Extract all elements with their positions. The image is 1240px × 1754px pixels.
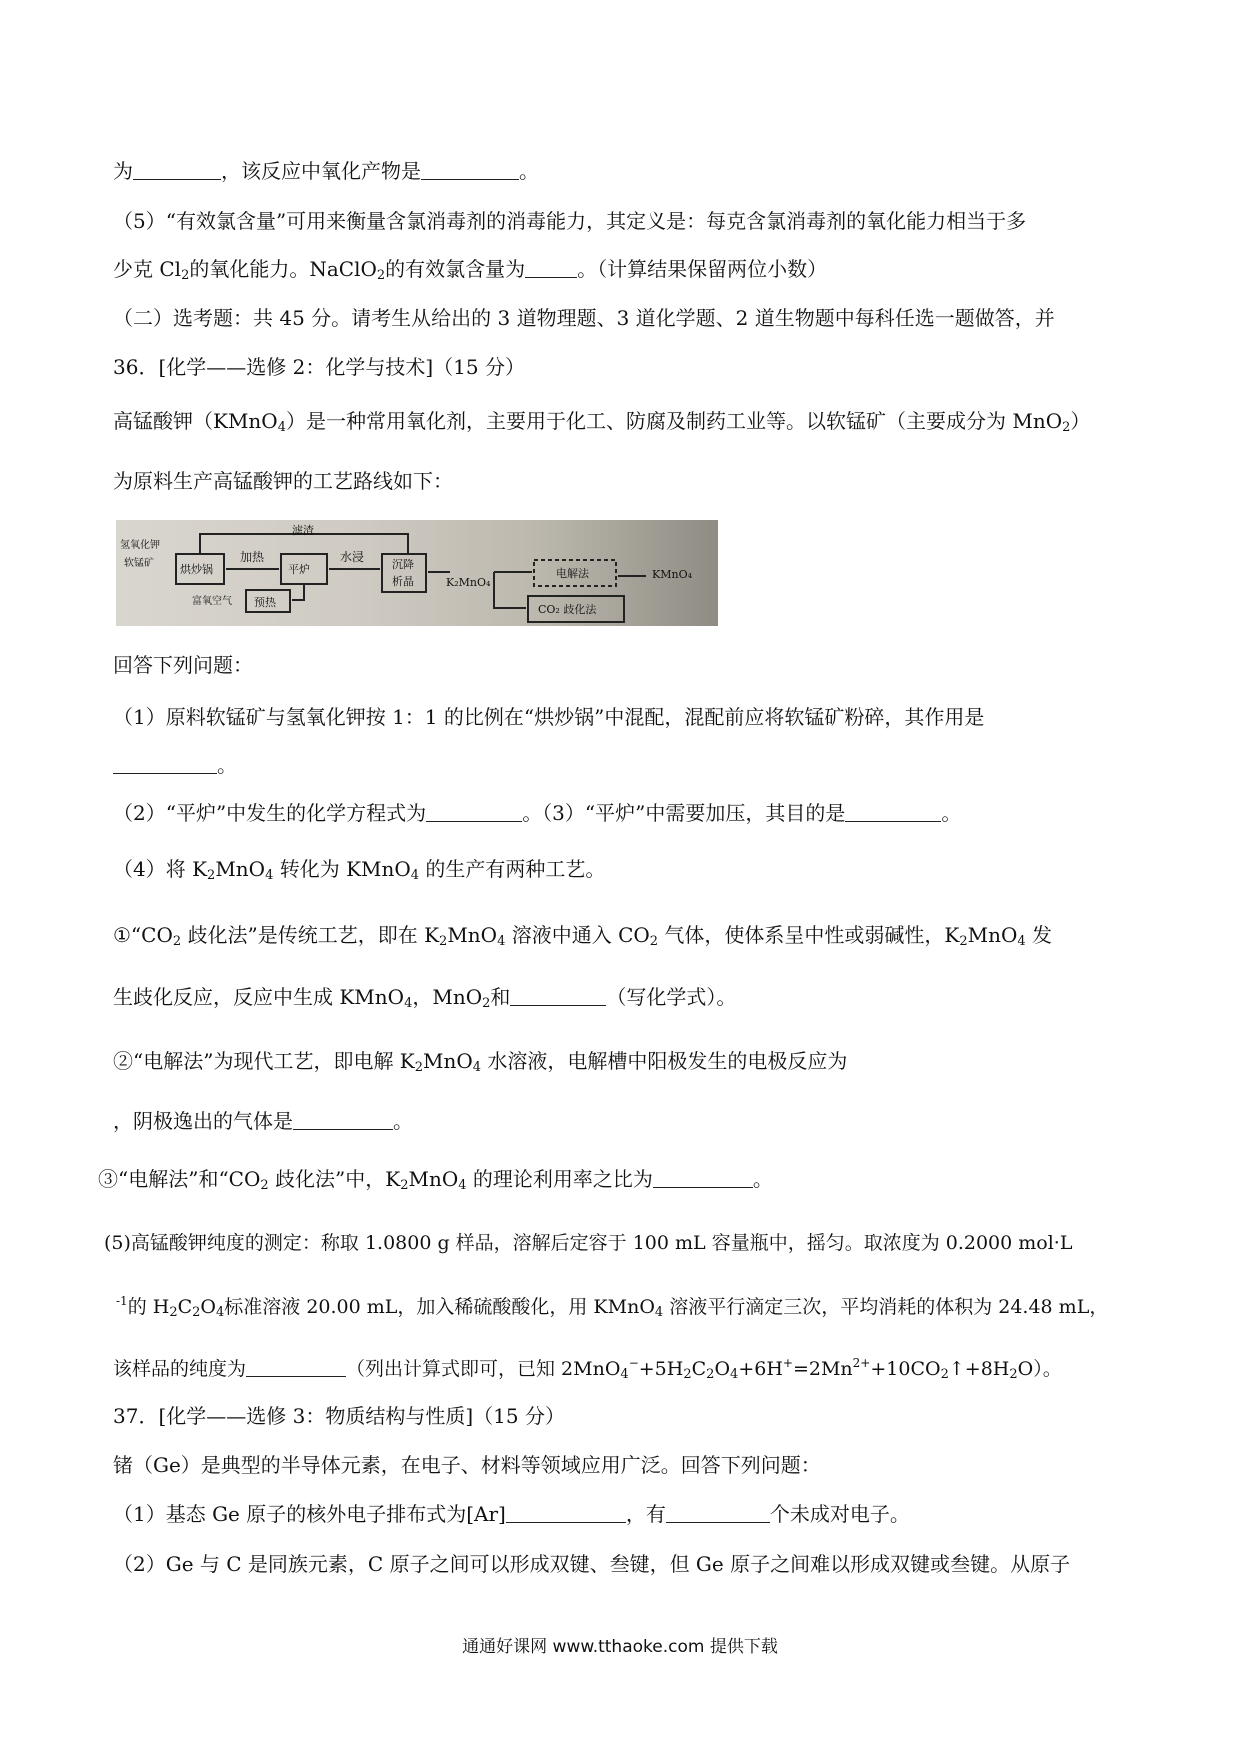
box-label: 电解法 xyxy=(556,567,589,580)
subscript: 4 xyxy=(458,1178,467,1193)
subscript: 4 xyxy=(410,868,420,883)
subscript: 4 xyxy=(497,934,506,949)
text: +6H xyxy=(738,1358,783,1380)
subscript: 4 xyxy=(404,996,413,1011)
text: 歧化法”是传统工艺，即在 K xyxy=(181,923,440,947)
text: +5H xyxy=(638,1358,684,1380)
answer-blank[interactable] xyxy=(246,1358,346,1377)
box-label: 预热 xyxy=(254,596,276,609)
text: （列出计算式即可，已知 2MnO xyxy=(346,1358,621,1380)
subscript: 2 xyxy=(1062,420,1071,435)
answer-blank[interactable] xyxy=(666,1504,770,1523)
text: C xyxy=(691,1358,707,1380)
subscript: 4 xyxy=(620,1367,629,1382)
box-label: 沉降 xyxy=(392,558,414,571)
footer-watermark: 通通好课网 www.tthaoke.com 提供下载 xyxy=(462,1637,778,1657)
product-label: K₂MnO₄ xyxy=(446,576,491,589)
line-22: 锗（Ge）是典型的半导体元素，在电子、材料等领域应用广泛。回答下列问题： xyxy=(113,1453,821,1477)
process-flow-diagram xyxy=(116,520,718,626)
text: 水溶液，电解槽中阳极发生的电极反应为 xyxy=(481,1049,848,1073)
subscript: 2 xyxy=(439,934,448,949)
feed-label: 氢氧化钾 xyxy=(120,540,160,551)
text: ②“电解法”为现代工艺，即电解 K xyxy=(113,1049,415,1073)
subscript: 2 xyxy=(207,868,216,883)
subscript: 4 xyxy=(654,1305,664,1320)
box-label: 烘炒锅 xyxy=(180,563,213,576)
text: MnO xyxy=(215,857,266,881)
line-14 xyxy=(113,984,1140,1017)
text: ，阴极逸出的气体是 xyxy=(113,1109,293,1133)
subscript: 2 xyxy=(414,1060,424,1075)
subscript: 4 xyxy=(265,868,274,883)
feed-label: 软锰矿 xyxy=(124,558,154,569)
box-label: 平炉 xyxy=(288,563,310,576)
line-23 xyxy=(113,1501,1140,1527)
text: =2Mn xyxy=(792,1358,853,1380)
superscript: 2+ xyxy=(852,1356,871,1370)
subscript: 2 xyxy=(169,1305,178,1320)
text: O xyxy=(200,1296,216,1318)
question-37-title: 37．[化学——选修 3：物质结构与性质]（15 分） xyxy=(113,1404,565,1428)
line-20 xyxy=(113,1350,1140,1388)
air-label: 富氧空气 xyxy=(192,596,232,607)
text: 。 xyxy=(752,1167,773,1191)
superscript: + xyxy=(782,1356,793,1370)
line-18: (5)高锰酸钾纯度的测定：称取 1.0800 g 样品，溶解后定容于 100 mL 容量瓶中，摇匀。取浓度为 0.2000 mol·L xyxy=(104,1232,1073,1254)
subscript: 2 xyxy=(959,934,968,949)
line-16 xyxy=(113,1108,1140,1134)
text: 。（计算结果保留两位小数） xyxy=(577,257,828,281)
subscript: 2 xyxy=(400,1178,409,1193)
subscript: 2 xyxy=(192,1305,201,1320)
subscript: 4 xyxy=(730,1367,739,1382)
line-4: （二）选考题：共 45 分。请考生从给出的 3 道物理题、3 道化学题、2 道生物题中每科任选一题做答，并 xyxy=(113,306,1055,330)
answer-blank[interactable] xyxy=(421,161,519,180)
line-1 xyxy=(113,158,1140,184)
line-6 xyxy=(113,408,1140,441)
text: ↑+8H xyxy=(948,1358,1010,1380)
line-3 xyxy=(113,256,1140,289)
text: ） xyxy=(1070,409,1091,433)
subscript: 2 xyxy=(649,934,659,949)
subscript: 4 xyxy=(216,1305,225,1320)
recycle-label: 滤渣 xyxy=(292,524,314,537)
question-36-title: 36．[化学——选修 2：化学与技术]（15 分） xyxy=(113,355,525,379)
answer-blank[interactable] xyxy=(525,259,577,278)
text: C xyxy=(177,1296,193,1318)
text: 的有效氯含量为 xyxy=(385,257,526,281)
text: 少克 Cl xyxy=(113,257,182,281)
line-9: （1）原料软锰矿与氢氧化钾按 1：1 的比例在“烘炒锅”中混配，混配前应将软锰矿粉碎，其作用是 xyxy=(113,705,985,729)
text: 发 xyxy=(1025,923,1053,947)
answer-blank[interactable] xyxy=(506,1504,626,1523)
arrow-label: 水浸 xyxy=(340,550,365,564)
text: 标准溶液 20.00 mL，加入稀硫酸酸化，用 KMnO xyxy=(224,1296,655,1318)
subscript: 2 xyxy=(706,1367,715,1382)
text: 气体，使体系呈中性或弱碱性，K xyxy=(658,923,960,947)
text: MnO xyxy=(408,1167,459,1191)
subscript: 4 xyxy=(1017,934,1026,949)
arrow-label: 加热 xyxy=(240,550,265,564)
line-17 xyxy=(98,1166,1140,1199)
answer-blank[interactable] xyxy=(845,803,941,822)
subscript: 2 xyxy=(260,1178,269,1193)
text: 溶液中通入 CO xyxy=(505,923,650,947)
line-2: （5）“有效氯含量”可用来衡量含氯消毒剂的消毒能力，其定义是：每克含氯消毒剂的氧化能力相当于多 xyxy=(113,209,1027,233)
subscript: 2 xyxy=(172,934,182,949)
air-arrow xyxy=(292,584,304,600)
text: （2）“平炉”中发生的化学方程式为 xyxy=(113,801,427,825)
subscript: 2 xyxy=(1009,1367,1018,1382)
text: （写化学式）。 xyxy=(606,985,737,1009)
text: ，MnO xyxy=(412,985,483,1009)
text: 高锰酸钾（KMnO xyxy=(113,409,278,433)
answer-blank[interactable] xyxy=(113,755,217,774)
text: 。 xyxy=(519,159,539,183)
text: 为 xyxy=(113,159,133,183)
text: ，有 xyxy=(625,1502,666,1526)
line-15 xyxy=(113,1048,1140,1081)
text: 该样品的纯度为 xyxy=(113,1358,247,1380)
text: 。 xyxy=(393,1109,413,1133)
text: 的 H xyxy=(127,1296,170,1318)
answer-blank[interactable] xyxy=(133,161,221,180)
line-10 xyxy=(113,752,1140,778)
text: ，该反应中氧化产物是 xyxy=(221,159,421,183)
line-11 xyxy=(113,800,1140,826)
answer-blank[interactable] xyxy=(653,1169,753,1188)
text: 个未成对电子。 xyxy=(769,1502,910,1526)
text: 转化为 KMnO xyxy=(273,857,411,881)
text: 歧化法”中，K xyxy=(268,1167,401,1191)
box-label: 析晶 xyxy=(392,575,414,588)
text: 。 xyxy=(217,753,237,777)
line-24: （2）Ge 与 C 是同族元素，C 原子之间可以形成双键、叁键，但 Ge 原子之间难以形成双键或叁键。从原子 xyxy=(113,1552,1071,1576)
text: 的理论利用率之比为 xyxy=(466,1167,653,1191)
superscript: − xyxy=(628,1356,639,1370)
subscript: 2 xyxy=(482,996,491,1011)
text: ③“电解法”和“CO xyxy=(98,1167,261,1191)
text: 溶液平行滴定三次，平均消耗的体积为 24.48 mL， xyxy=(663,1296,1109,1318)
subscript: 4 xyxy=(277,420,286,435)
subscript: 2 xyxy=(376,268,386,283)
text: MnO xyxy=(967,923,1018,947)
text: （1）基态 Ge 原子的核外电子排布式为[Ar] xyxy=(113,1502,506,1526)
text: 。（3）“平炉”中需要加压，其目的是 xyxy=(522,801,846,825)
subscript: 2 xyxy=(683,1367,692,1382)
answer-blank[interactable] xyxy=(293,1111,393,1130)
line-19 xyxy=(116,1288,1140,1326)
text: MnO xyxy=(447,923,498,947)
text: （4）将 K xyxy=(113,857,208,881)
text: 和 xyxy=(490,985,511,1009)
text: 的生产有两种工艺。 xyxy=(419,857,606,881)
subscript: 4 xyxy=(472,1060,482,1075)
text: O xyxy=(714,1358,731,1380)
line-8: 回答下列问题： xyxy=(113,653,253,677)
line-7: 为原料生产高锰酸钾的工艺路线如下： xyxy=(113,469,453,493)
line-12 xyxy=(113,856,1140,889)
superscript: -1 xyxy=(116,1294,128,1308)
answer-blank[interactable] xyxy=(510,987,606,1006)
text: +10CO xyxy=(870,1358,941,1380)
subscript: 2 xyxy=(940,1367,949,1382)
text: MnO xyxy=(423,1049,473,1073)
text: 的氧化能力。NaClO xyxy=(189,257,377,281)
text: 。 xyxy=(941,801,962,825)
box-label: CO₂ 歧化法 xyxy=(538,603,597,616)
text: ①“CO xyxy=(113,923,173,947)
line-13 xyxy=(113,922,1140,955)
text: O）。 xyxy=(1017,1358,1062,1380)
final-label: KMnO₄ xyxy=(652,568,692,581)
subscript: 2 xyxy=(181,268,190,283)
text: ）是一种常用氧化剂，主要用于化工、防腐及制药工业等。以软锰矿（主要成分为 MnO xyxy=(285,409,1063,433)
answer-blank[interactable] xyxy=(426,803,522,822)
text: 生歧化反应，反应中生成 KMnO xyxy=(113,985,405,1009)
